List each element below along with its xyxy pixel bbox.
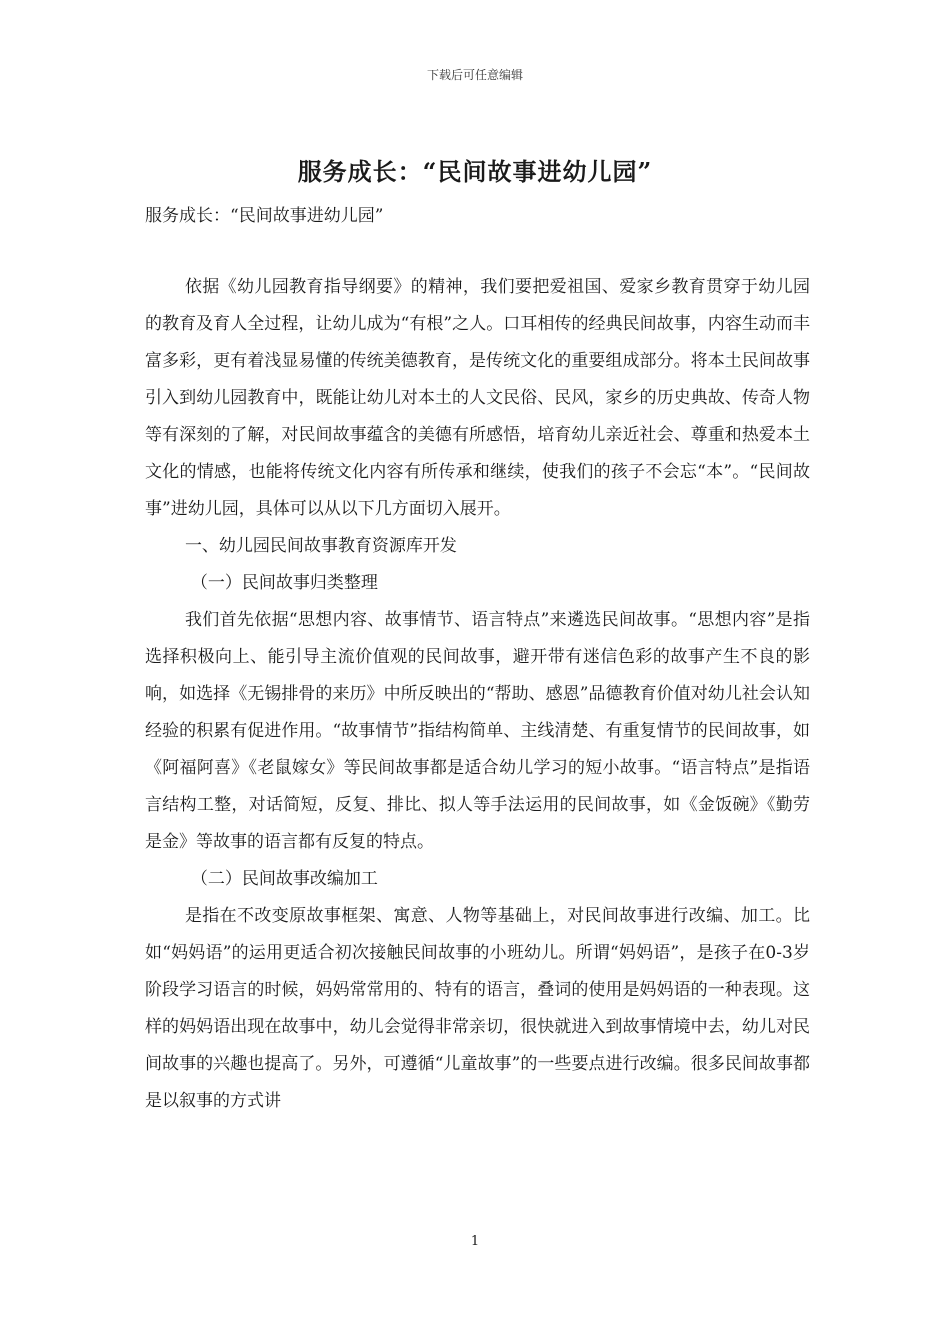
intro-paragraph: 依据《幼儿园教育指导纲要》的精神，我们要把爱祖国、爱家乡教育贯穿于幼儿园的教育及育人全过程，让幼儿成为“有根”之人。口耳相传的经典民间故事，内容生动而丰富多彩，更有着浅显易懂的传统美德教育，是传统文化的重要组成部分。将本土民间故事引入到幼儿园教育中，既能让幼儿对本土的人文民俗、民风，家乡的历史典故、传奇人物等有深刻的了解，对民间故事蕴含的美德有所感悟，培育幼儿亲近社会、尊重和热爱本土文化的情感，也能将传统文化内容有所传承和继续，使我们的孩子不会忘“本”。“民间故事”进幼儿园，具体可以从以下几方面切入展开。: [145, 277, 810, 519]
paragraph-adaptation: 是指在不改变原故事框架、寓意、人物等基础上，对民间故事进行改编、加工。比如“妈妈语”的运用更适合初次接触民间故事的小班幼儿。所谓“妈妈语”，是孩子在0-3岁阶段学习语言的时候，妈妈常常用的、特有的语言，叠词的使用是妈妈语的一种表现。这样的妈妈语出现在故事中，幼儿会觉得非常亲切，很快就进入到故事情境中去，幼儿对民间故事的兴趣也提高了。另外，可遵循“儿童故事”的一些要点进行改编。很多民间故事都是以叙事的方式讲: [145, 906, 810, 1111]
subsection-heading-1: （一）民间故事归类整理: [190, 573, 378, 593]
section-heading-1: 一、幼儿园民间故事教育资源库开发: [184, 536, 457, 556]
document-subtitle: 服务成长：“民间故事进幼儿园”: [145, 206, 384, 226]
page-number: 1: [470, 1234, 480, 1249]
paragraph-selection: 我们首先依据“思想内容、故事情节、语言特点”来遴选民间故事。“思想内容”是指选择积极向上、能引导主流价值观的民间故事，避开带有迷信色彩的故事产生不良的影响，如选择《无锡排骨的来历》中所反映出的“帮助、感恩”品德教育价值对幼儿社会认知经验的积累有促进作用。“故事情节”指结构简单、主线清楚、有重复情节的民间故事，如《阿福阿喜》《老鼠嫁女》等民间故事都是适合幼儿学习的短小故事。“语言特点”是指语言结构工整，对话简短，反复、排比、拟人等手法运用的民间故事，如《金饭碗》《勤劳是金》等故事的语言都有反复的特点。: [145, 610, 810, 852]
document-title: 服务成长：“民间故事进幼儿园”: [297, 157, 653, 186]
header-note: 下载后可任意编辑: [426, 68, 523, 82]
body-text: [145, 269, 810, 1120]
subsection-heading-2: （二）民间故事改编加工: [190, 869, 378, 889]
